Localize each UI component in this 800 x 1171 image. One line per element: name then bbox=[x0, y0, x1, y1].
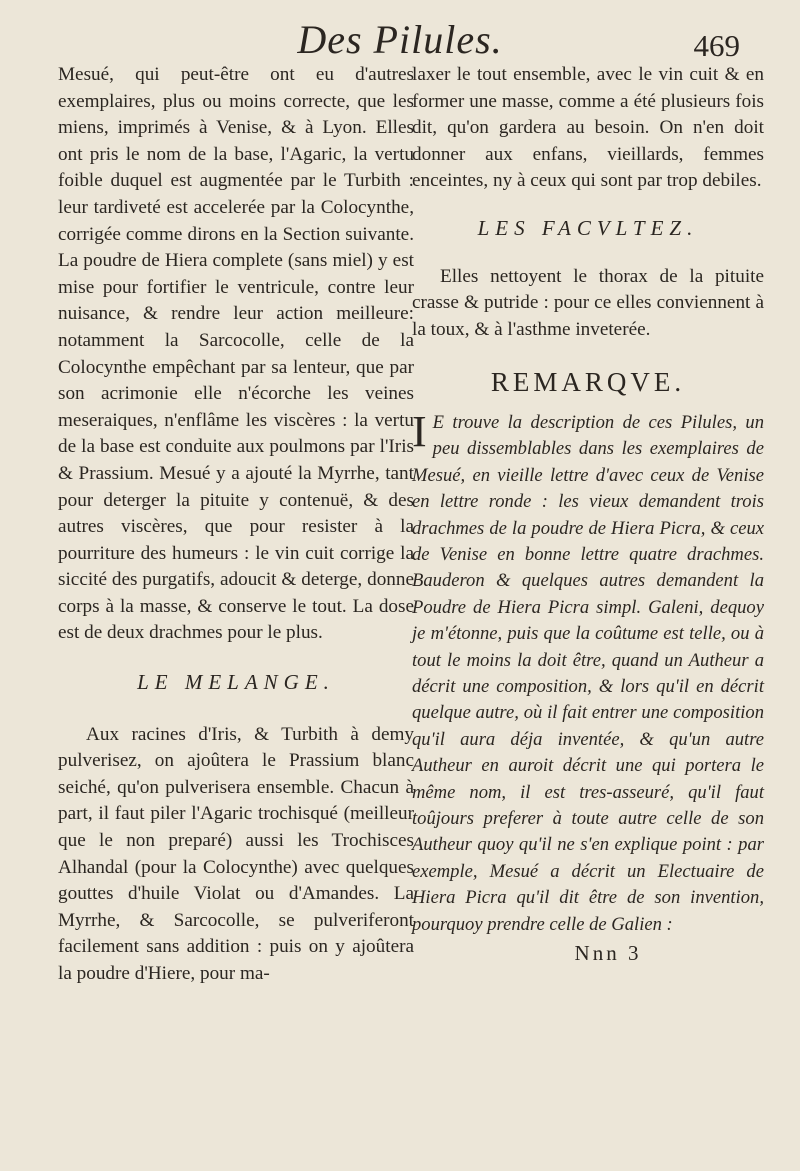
heading-le-melange: LE MELANGE. bbox=[137, 670, 335, 695]
left-paragraph-1: Mesué, qui peut-être ont eu d'autres exemplaires, plus ou moins correcte, que les miens, imprimés à Venise, & à Lyon. Elles ont pris le nom de la base, l'Agaric, la vertu foible duquel est augmentée par le Turbith : leur tardiveté est accelerée par la Colocynthe, corrigée comme dirons en la Section suivante. La poudre de Hiera complete (sans miel) y est mise pour fortifier le ventricule, contre leur nuisance, & rendre leur action meilleure: notamment la Sarcocolle, celle de la Colocynthe empêchant par sa lenteur, que par son acrimonie elle n'écorche les veines meseraiques, n'enflâme les viscères : la vertu de la base est conduite aux poulmons par l'Iris & Prassium. Mesué y a ajouté la Myrrhe, tant pour deterger la pituite y contenuë, & des autres viscères, que pour resister à la pourriture des humeurs : le vin cuit corrige la siccité des purgatifs, adoucit & deterge, donne corps à la masse, & conserve le tout. La dose est de deux drachmes pour le plus. bbox=[58, 64, 414, 644]
right-paragraph-2: Elles nettoyent le thorax de la pituite crasse & putride : pour ce elles conviennent à la toux, & à l'asthme inveterée. bbox=[412, 265, 764, 340]
left-paragraph-2: Aux racines d'Iris, & Turbith à demy pulverisez, on ajoûtera le Prassium blanc seiché, qu'on pulverisera ensemble. Chacun à part, il faut piler l'Agaric trochisqué (meilleur que le non preparé) aussi les Trochisces Alhandal (pour la Colocynthe) avec quelques gouttes d'huile Violat ou d'Amandes. La Myrrhe, & Sarcocolle, se pulveriferont facilement sans addition : puis on y ajoûtera la poudre d'Hiere, pour ma- bbox=[58, 723, 414, 984]
drop-cap-letter: I bbox=[412, 406, 427, 456]
page-header bbox=[0, 14, 800, 64]
right-column bbox=[412, 62, 764, 967]
remark-paragraph bbox=[412, 406, 764, 938]
heading-les-facultez: LES FACVLTEZ. bbox=[477, 215, 699, 240]
heading-remarque: REMARQVE. bbox=[490, 367, 686, 398]
page-number: 469 bbox=[693, 28, 740, 63]
signature-mark: Nnn 3 bbox=[574, 941, 642, 966]
right-paragraph-1: laxer le tout ensemble, avec le vin cuit & en former une masse, comme a été plusieurs fois dit, qu'on gardera au besoin. On n'en doit donner aux enfans, vieillards, femmes enceintes, ny à ceux qui sont par trop debiles. bbox=[412, 64, 764, 192]
remark-text: E trouve la description de ces Pilules, un peu dissemblables dans les exemplaires de Mesué, en vieille lettre d'avec ceux de Venise en lettre ronde : les vieux demandent trois drachmes de la poudre de Hiera Picra, & ceux de Venise en bonne lettre quatre drachmes. Bauderon & quelques autres demandent la Poudre de Hiera Picra simpl. Galeni, dequoy je m'étonne, puis que la coûtume est telle, ou à tout le moins la doit être, quand un Autheur a décrit une composition, & lors qu'il en décrit quelque autre, où il fait entrer une composition qu'il aura déja inventée, & qu'un autre Autheur en auroit décrit une qui portera le même nom, il est tres-asseuré, qu'il faut toûjours preferer à toute autre celle de son Autheur quoy qu'il ne s'en explique point : par exemple, Mesué a décrit un Electuaire de Hiera Picra qu'il dit être de son invention, pourquoy prendre celle de Galien : bbox=[412, 411, 764, 935]
running-title: Des Pilules. bbox=[297, 17, 503, 62]
left-column bbox=[58, 62, 414, 988]
